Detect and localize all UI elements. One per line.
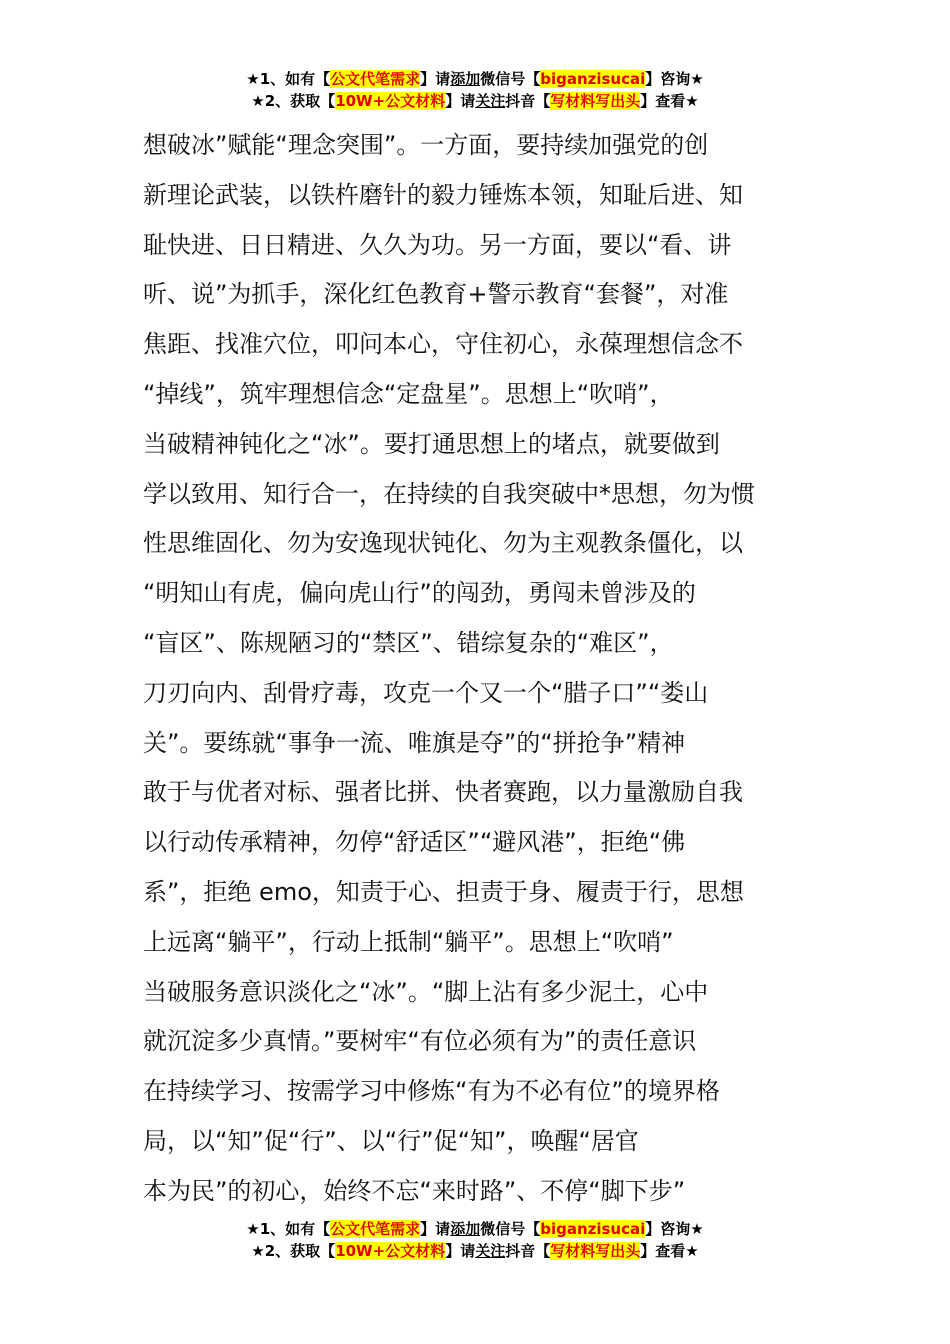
- footer-line-2-prefix: ★2、获取【: [251, 1242, 336, 1260]
- header-line-2-prefix: ★2、获取【: [251, 92, 336, 110]
- body-line: 耻快进、日日精进、久久为功。另一方面，要以“看、讲: [143, 230, 732, 259]
- header-line-1-highlight-service: 公文代笔需求: [330, 70, 421, 88]
- header-line-2-middle-2: 抖音【: [505, 92, 551, 110]
- header-line-2: [0, 90, 950, 112]
- footer-line-1-highlight-service: 公文代笔需求: [330, 1220, 421, 1238]
- body-line: 关”。要练就“事争一流、唯旗是夺”的“拼抢争”精神: [143, 728, 686, 757]
- header-line-2-highlight-douyin: 写材料写出头: [550, 92, 641, 110]
- header-line-2-suffix: 】查看★: [640, 92, 699, 110]
- body-line: 本为民”的初心，始终不忘“来时路”、不停“脚下步”: [143, 1176, 686, 1205]
- footer-line-1: [0, 1218, 950, 1240]
- body-line: 就沉淀多少真情。”要树牢“有位必须有为”的责任意识: [143, 1027, 697, 1056]
- body-line: 想破冰”赋能“理念突围”。一方面，要持续加强党的创: [143, 131, 709, 159]
- footer-line-2-highlight-douyin: 写材料写出头: [550, 1242, 641, 1260]
- footer-line-2-underlined: 关注: [475, 1242, 506, 1260]
- footer-line-2-highlight-materials: 10W+公文材料: [335, 1242, 446, 1260]
- header-line-1-middle: 】请: [420, 70, 451, 88]
- header-line-2-underlined: 关注: [475, 92, 506, 110]
- header-line-1-highlight-wechat: biganzisucai: [540, 70, 646, 88]
- body-line: 焦距、找准穴位，叩问本心，守住初心，永葆理想信念不: [143, 330, 743, 359]
- body-line: 学以致用、知行合一，在持续的自我突破中*思想，勿为惯: [143, 479, 755, 508]
- header-line-2-highlight-materials: 10W+公文材料: [335, 92, 446, 110]
- header-line-1-prefix: ★1、如有【: [246, 70, 331, 88]
- footer-line-2-middle-2: 抖音【: [505, 1242, 551, 1260]
- body-line: “明知山有虎，偏向虎山行”的闯劲，勇闯未曾涉及的: [143, 579, 696, 608]
- body-line: 刀刃向内、刮骨疗毒，攻克一个又一个“腊子口”“娄山: [143, 678, 709, 707]
- footer-banner: [0, 1218, 950, 1262]
- footer-line-2-middle: 】请: [445, 1242, 476, 1260]
- body-text: [143, 121, 809, 1217]
- body-line: 以行动传承精神，勿停“舒适区”“避风港”，拒绝“佛: [143, 828, 686, 857]
- footer-line-1-suffix: 】咨询★: [645, 1220, 704, 1238]
- footer-line-1-middle-2: 微信号【: [480, 1220, 541, 1238]
- body-line: “掉线”，筑牢理想信念“定盘星”。思想上“吹哨”，: [143, 379, 674, 408]
- header-banner: [0, 68, 950, 112]
- body-line: 在持续学习、按需学习中修炼“有为不必有位”的境界格: [143, 1077, 720, 1106]
- footer-line-2: [0, 1240, 950, 1262]
- body-line: 上远离“躺平”，行动上抵制“躺平”。思想上“吹哨”: [143, 927, 674, 956]
- header-line-2-middle: 】请: [445, 92, 476, 110]
- header-line-1-underlined: 添加: [450, 70, 481, 88]
- body-line: “盲区”、陈规陋习的“禁区”、错综复杂的“难区”，: [143, 628, 674, 657]
- footer-line-2-suffix: 】查看★: [640, 1242, 699, 1260]
- footer-line-1-middle: 】请: [420, 1220, 451, 1238]
- body-line: 局，以“知”促“行”、以“行”促“知”，唤醒“居官: [143, 1126, 639, 1155]
- header-line-1: [0, 68, 950, 90]
- footer-line-1-underlined: 添加: [450, 1220, 481, 1238]
- body-line: 系”，拒绝 emo，知责于心、担责于身、履责于行，思想: [143, 877, 744, 906]
- body-line: 听、说”为抓手，深化红色教育+警示教育“套餐”，对准: [143, 280, 729, 309]
- header-line-1-suffix: 】咨询★: [645, 70, 704, 88]
- header-line-1-middle-2: 微信号【: [480, 70, 541, 88]
- body-line: 新理论武装，以铁杵磨针的毅力锤炼本领，知耻后进、知: [143, 180, 743, 209]
- footer-line-1-highlight-wechat: biganzisucai: [540, 1220, 646, 1238]
- body-line: 性思维固化、勿为安逸现状钝化、勿为主观教条僵化，以: [143, 529, 743, 558]
- body-line: 敢于与优者对标、强者比拼、快者赛跑，以力量激励自我: [143, 778, 743, 807]
- body-line: 当破精神钝化之“冰”。要打通思想上的堵点，就要做到: [143, 429, 720, 458]
- footer-line-1-prefix: ★1、如有【: [246, 1220, 331, 1238]
- body-line: 当破服务意识淡化之“冰”。“脚上沾有多少泥土，心中: [143, 977, 709, 1006]
